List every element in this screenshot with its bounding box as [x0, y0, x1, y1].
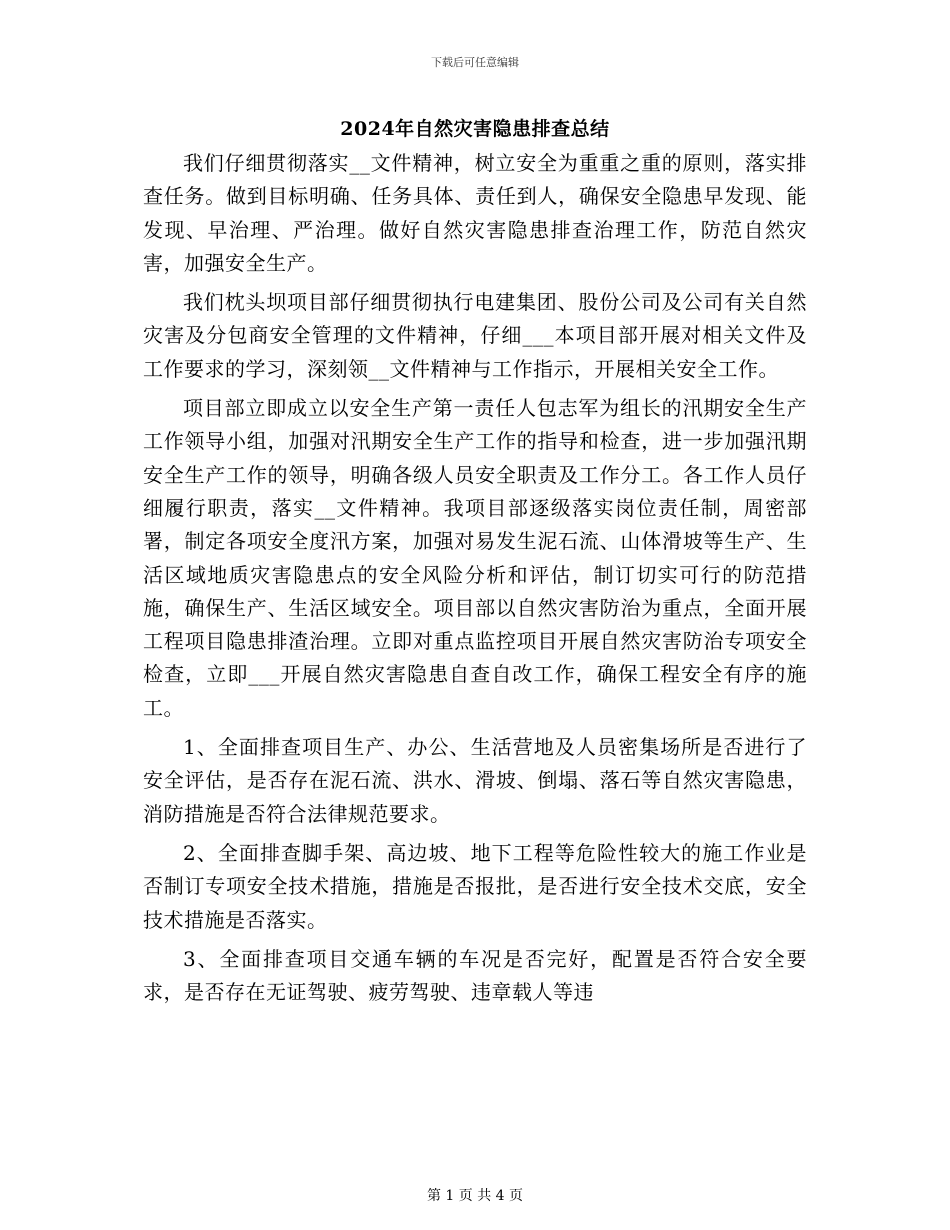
page-number: 第 1 页 共 4 页: [426, 1188, 524, 1204]
document-body: [143, 147, 807, 1015]
paragraph-2: 我们枕头坝项目部仔细贯彻执行电建集团、股份公司及公司有关自然灾害及分包商安全管理的文件精神，仔细___本项目部开展对相关文件及工作要求的学习，深刻领__文件精神与工作指示，开展相关安全工作。: [143, 290, 807, 381]
paragraph-6: 3、全面排查项目交通车辆的车况是否完好，配置是否符合安全要求，是否存在无证驾驶、疲劳驾驶、违章载人等违: [143, 946, 807, 1005]
document-title: 2024年自然灾害隐患排查总结: [340, 118, 610, 140]
paragraph-4: 1、全面排查项目生产、办公、生活营地及人员密集场所是否进行了安全评估，是否存在泥石流、洪水、滑坡、倒塌、落石等自然灾害隐患，消防措施是否符合法律规范要求。: [143, 735, 807, 826]
paragraph-5: 2、全面排查脚手架、高边坡、地下工程等危险性较大的施工作业是否制订专项安全技术措施，措施是否报批，是否进行安全技术交底，安全技术措施是否落实。: [143, 840, 807, 932]
header-note: 下载后可任意编辑: [431, 56, 519, 69]
paragraph-3: 项目部立即成立以安全生产第一责任人包志军为组长的汛期安全生产工作领导小组，加强对汛期安全生产工作的指导和检查，进一步加强汛期安全生产工作的领导，明确各级人员安全职责及工作分工。各工作人员仔细履行职责，落实__文件精神。我项目部逐级落实岗位责任制，周密部署，制定各项安全度汛方案，加强对易发生泥石流、山体滑坡等生产、生活区域地质灾害隐患点的安全风险分析和评估，制订切实可行的防范措施，确保生产、生活区域安全。项目部以自然灾害防治为重点，全面开展工程项目隐患排渣治理。立即对重点监控项目开展自然灾害防治专项安全检查，立即___开展自然灾害隐患自查自改工作，确保工程安全有序的施工。: [143, 396, 807, 720]
paragraph-1: 我们仔细贯彻落实__文件精神，树立安全为重重之重的原则，落实排查任务。做到目标明确、任务具体、责任到人，确保安全隐患早发现、能发现、早治理、严治理。做好自然灾害隐患排查治理工作，防范自然灾害，加强安全生产。: [143, 151, 807, 275]
